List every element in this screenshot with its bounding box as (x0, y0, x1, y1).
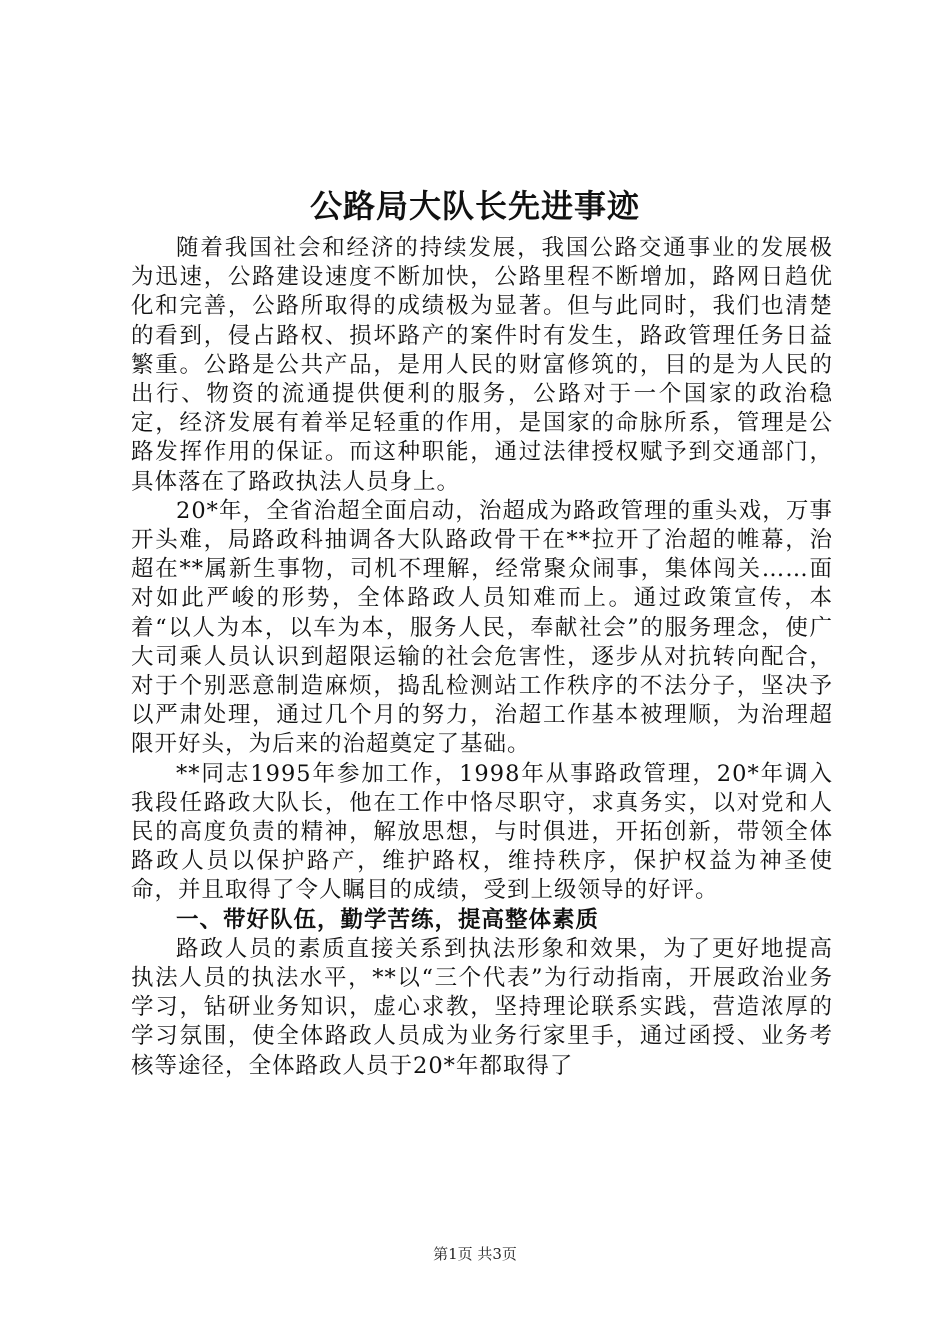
document-body (131, 234, 833, 1081)
page-footer: 第1页 共3页 (433, 1245, 517, 1263)
paragraph-training: 路政人员的素质直接关系到执法形象和效果，为了更好地提高执法人员的执法水平，**以“三个代表”为行动指南，开展政治业务学习，钻研业务知识，虚心求教，坚持理论联系实践，营造浓厚的学习氛围，使全体路政人员成为业务行家里手，通过函授、业务考核等途径，全体路政人员于20*年都取得了 (131, 935, 833, 1079)
document-title: 公路局大队长先进事迹 (309, 187, 640, 225)
paragraph-profile: **同志1995年参加工作，1998年从事路政管理，20*年调入我段任路政大队长，他在工作中恪尽职守，求真务实，以对党和人民的高度负责的精神，解放思想，与时俱进，开拓创新，带领全体路政人员以保护路产，维护路权，维持秩序，保护权益为神圣使命，并且取得了令人瞩目的成绩，受到上级领导的好评。 (131, 760, 833, 904)
paragraph-overload-control: 20*年，全省治超全面启动，治超成为路政管理的重头戏，万事开头难，局路政科抽调各大队路政骨干在**拉开了治超的帷幕，治超在**属新生事物，司机不理解，经常聚众闹事，集体闯关……面对如此严峻的形势，全体路政人员知难而上。通过政策宣传，本着“以人为本，以车为本，服务人民，奉献社会”的服务理念，使广大司乘人员认识到超限运输的社会危害性，逐步从对抗转向配合，对于个别恶意制造麻烦，捣乱检测站工作秩序的不法分子，坚决予以严肃处理，通过几个月的努力，治超工作基本被理顺，为治理超限开好头，为后来的治超奠定了基础。 (131, 497, 833, 758)
paragraph-intro: 随着我国社会和经济的持续发展，我国公路交通事业的发展极为迅速，公路建设速度不断加快，公路里程不断增加，路网日趋优化和完善，公路所取得的成绩极为显著。但与此同时，我们也清楚的看到，侵占路权、损坏路产的案件时有发生，路政管理任务日益繁重。公路是公共产品，是用人民的财富修筑的，目的是为人民的出行、物资的流通提供便利的服务，公路对于一个国家的政治稳定，经济发展有着举足轻重的作用，是国家的命脉所系，管理是公路发挥作用的保证。而这种职能，通过法律授权赋予到交通部门，具体落在了路政执法人员身上。 (131, 235, 833, 495)
section-heading: 一、带好队伍，勤学苦练，提高整体素质 (176, 906, 600, 933)
